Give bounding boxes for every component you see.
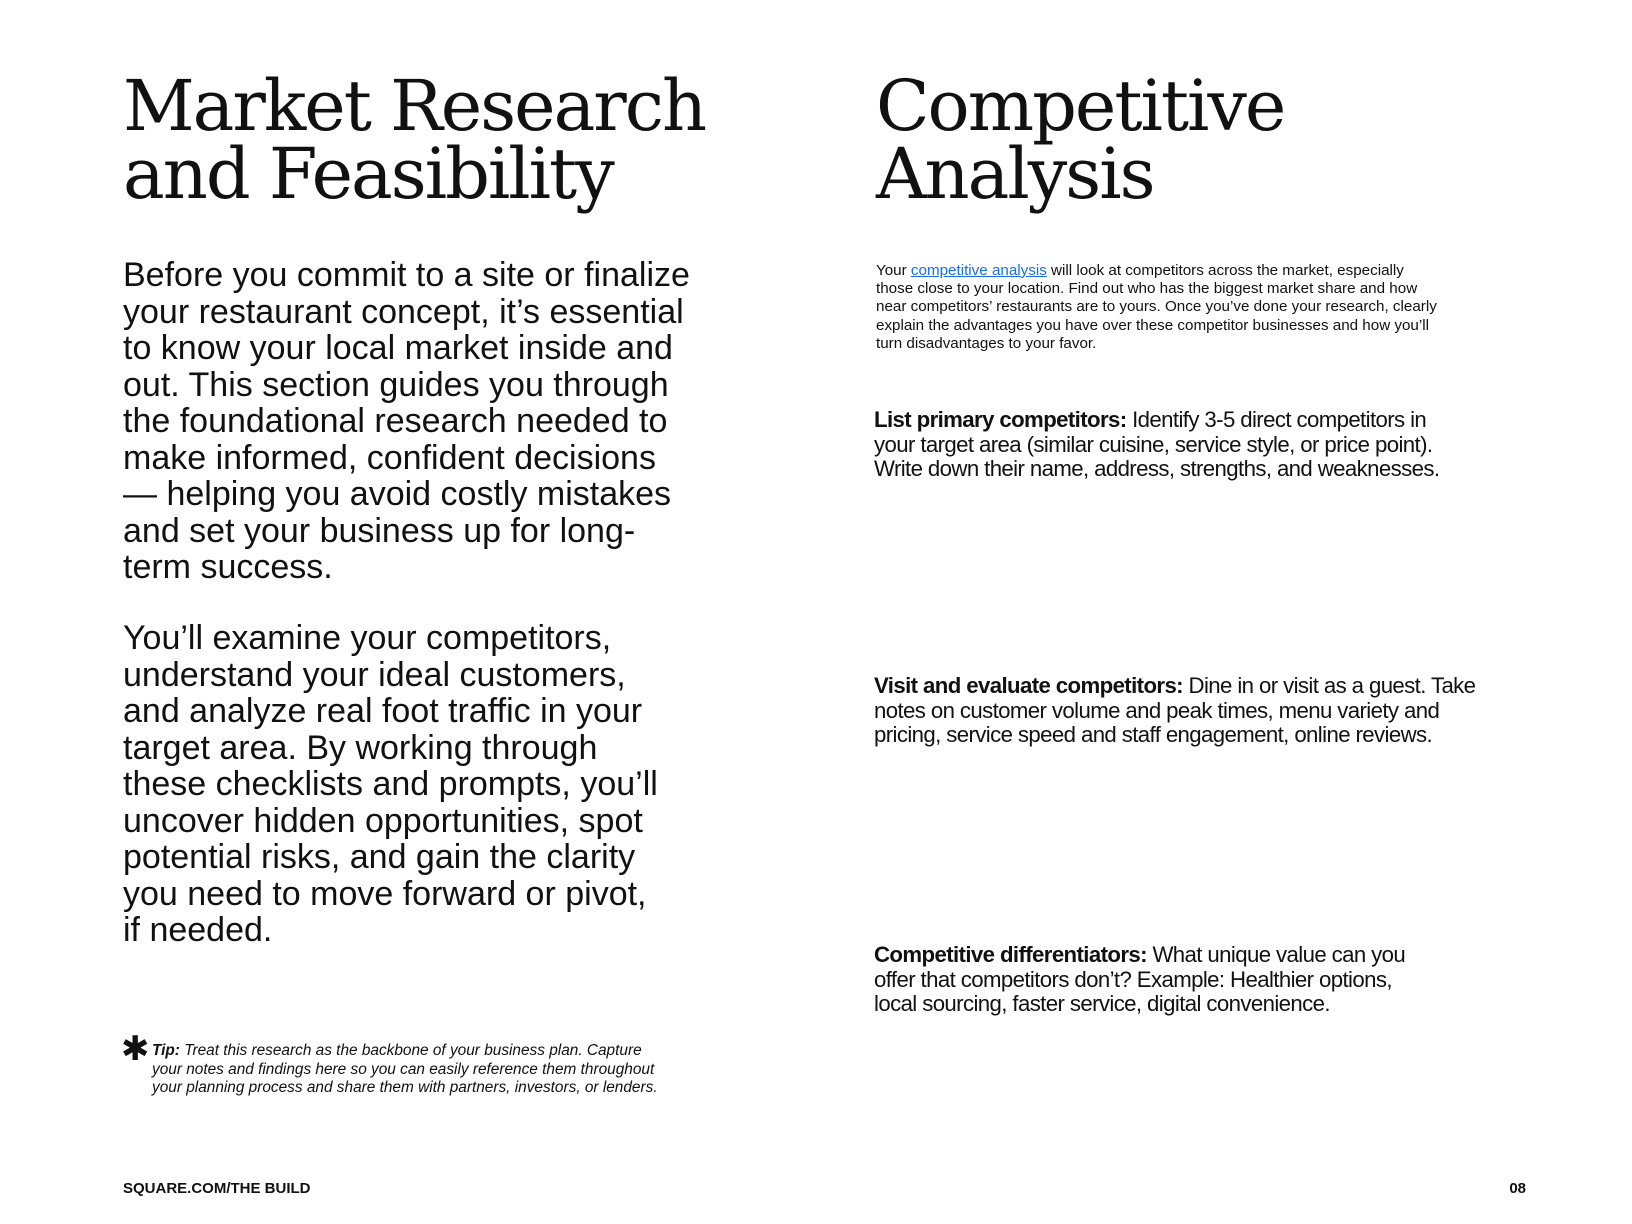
title-line: Competitive xyxy=(876,65,1285,147)
paragraph-line: uncover hidden opportunities, spot xyxy=(123,801,643,840)
paragraph-line: potential risks, and gain the clarity xyxy=(123,838,636,876)
paragraph-line: understand your ideal customers, xyxy=(123,655,626,694)
prompt-line: offer that competitors don’t? Example: Healthier options, xyxy=(874,966,1392,992)
asterisk-icon: ✱ xyxy=(121,1029,150,1069)
tip-line: your planning process and share them with partners, investors, or lenders. xyxy=(152,1079,658,1096)
tip-text xyxy=(152,1042,658,1098)
paragraph-line: — helping you avoid costly mistakes xyxy=(123,475,672,513)
footer-site-link[interactable]: SQUARE.COM/THE BUILD xyxy=(123,1180,311,1197)
paragraph-line: and set your business up for long- xyxy=(123,511,636,550)
prompt-text: Dine in or visit as a guest. Take xyxy=(1182,673,1476,698)
intro-line: explain the advantages you have over these competitor businesses and how you’ll xyxy=(876,316,1430,334)
prompt-text: What unique value can you xyxy=(1146,942,1406,967)
intro-paragraph-2 xyxy=(123,620,723,949)
prompt-label: List primary competitors: xyxy=(874,407,1127,432)
paragraph-line: the foundational research needed to xyxy=(123,402,668,440)
tip-line: your notes and findings here so you can easily reference them throughout xyxy=(152,1060,655,1078)
prompt-visit-evaluate-competitors xyxy=(874,674,1475,748)
paragraph-line: make informed, confident decisions xyxy=(123,438,656,477)
paragraph-line: your restaurant concept, it’s essential xyxy=(123,292,684,331)
page-title-market-research xyxy=(123,65,706,215)
intro-line: near competitors’ restaurants are to yours. Once you’ve done your research, clearly xyxy=(876,298,1437,316)
paragraph-line: out. This section guides you through xyxy=(123,365,669,404)
page-title-competitive-analysis xyxy=(876,65,1285,215)
page-number: 08 xyxy=(1509,1180,1526,1197)
prompt-line xyxy=(874,943,1405,968)
prompt-line: pricing, service speed and staff engagement, online reviews. xyxy=(874,722,1433,747)
paragraph-line: target area. By working through xyxy=(123,728,598,767)
intro-line: those close to your location. Find out who has the biggest market share and how xyxy=(876,280,1418,298)
tip-label: Tip: xyxy=(152,1042,180,1059)
prompt-label: Visit and evaluate competitors: xyxy=(874,673,1183,698)
prompt-line xyxy=(874,408,1439,433)
title-line: Analysis xyxy=(876,133,1154,215)
prompt-line xyxy=(874,674,1475,699)
prompt-line: local sourcing, faster service, digital convenience. xyxy=(874,991,1330,1016)
prompt-text: Identify 3-5 direct competitors in xyxy=(1126,407,1427,432)
paragraph-line: you need to move forward or pivot, xyxy=(123,874,647,913)
paragraph-line: term success. xyxy=(123,548,333,586)
prompt-line: your target area (similar cuisine, service style, or price point). xyxy=(874,431,1433,457)
prompt-competitive-differentiators xyxy=(874,943,1405,1017)
tip-line xyxy=(152,1042,658,1061)
prompt-line: Write down their name, address, strengths, and weaknesses. xyxy=(874,456,1440,481)
prompt-label: Competitive differentiators: xyxy=(874,942,1147,967)
paragraph-line: these checklists and prompts, you’ll xyxy=(123,765,658,803)
prompt-line: notes on customer volume and peak times, menu variety and xyxy=(874,697,1440,723)
title-line: Market Research xyxy=(123,65,706,147)
intro-paragraph-1 xyxy=(123,257,723,586)
competitive-analysis-link[interactable]: competitive analysis xyxy=(910,262,1047,279)
prompt-list-primary-competitors xyxy=(874,408,1439,482)
competitive-analysis-intro xyxy=(876,262,1437,353)
paragraph-line: if needed. xyxy=(123,911,273,949)
paragraph-line: and analyze real foot traffic in your xyxy=(123,692,643,730)
intro-prefix: Your xyxy=(876,262,911,279)
intro-line: turn disadvantages to your favor. xyxy=(876,334,1097,352)
paragraph-line: to know your local market inside and xyxy=(123,329,673,367)
paragraph-line: You’ll examine your competitors, xyxy=(123,619,612,657)
paragraph-line: Before you commit to a site or finalize xyxy=(123,256,690,294)
intro-line-rest: will look at competitors across the market, especially xyxy=(1046,262,1404,279)
tip-line-text: Treat this research as the backbone of your business plan. Capture xyxy=(179,1042,642,1059)
intro-line xyxy=(876,262,1437,280)
title-line: and Feasibility xyxy=(123,133,613,215)
